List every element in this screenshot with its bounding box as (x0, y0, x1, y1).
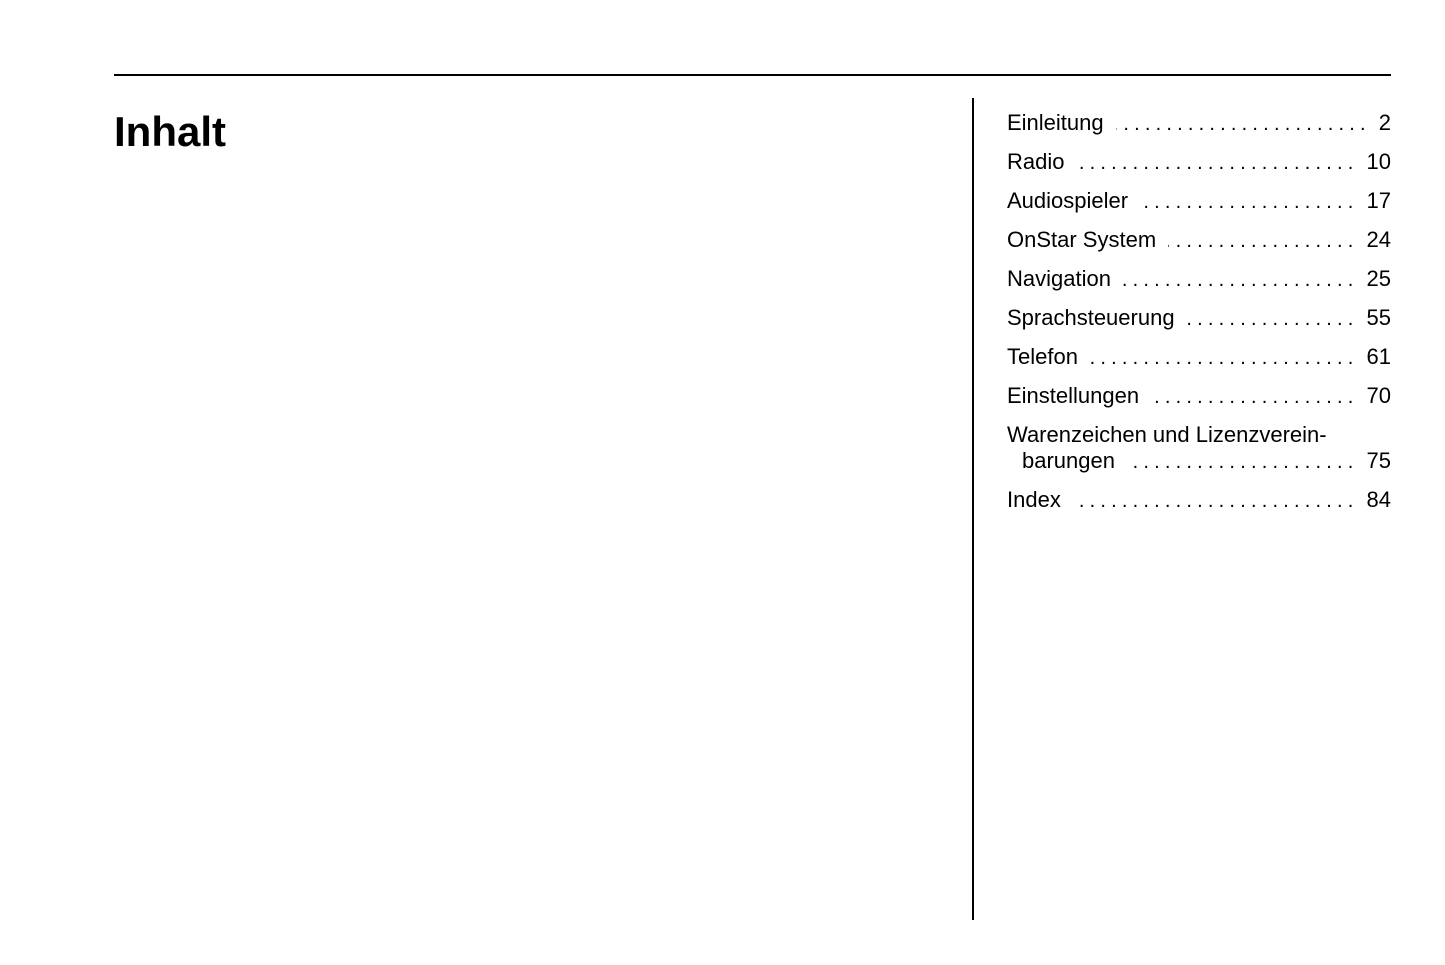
toc-entry-label: Index (1007, 487, 1061, 512)
toc-entry-label: Navigation (1007, 266, 1111, 291)
toc-page-number: 10 (1366, 149, 1391, 174)
dot-leader (1127, 449, 1359, 475)
toc-entry-navigation[interactable] (1007, 266, 1391, 293)
table-of-contents (1007, 110, 1391, 526)
toc-entry-einstellungen[interactable] (1007, 383, 1391, 410)
dot-leader (1151, 384, 1358, 410)
dot-leader (1187, 306, 1359, 332)
toc-entry-label: Einstellungen (1007, 383, 1140, 408)
dot-leader (1168, 228, 1358, 254)
dot-leader (1140, 189, 1358, 215)
toc-page-number: 25 (1366, 266, 1391, 291)
toc-entry-index[interactable] (1007, 487, 1391, 514)
dot-leader (1116, 111, 1371, 137)
toc-entry-telefon[interactable] (1007, 344, 1391, 371)
toc-entry-radio[interactable] (1007, 149, 1391, 176)
dot-leader (1073, 488, 1359, 514)
toc-page-number: 84 (1366, 487, 1391, 512)
toc-entry-warenzeichen[interactable] (1007, 422, 1391, 475)
toc-entry-onstar-system[interactable] (1007, 227, 1391, 254)
toc-entry-audiospieler[interactable] (1007, 188, 1391, 215)
column-divider (972, 98, 974, 920)
toc-entry-sprachsteuerung[interactable] (1007, 305, 1391, 332)
toc-entry-label: Warenzeichen und Lizenzverein- (1007, 422, 1327, 447)
toc-entry-label: Audiospieler (1007, 188, 1129, 213)
toc-entry-label: Sprachsteuerung (1007, 305, 1175, 330)
toc-page-number: 17 (1366, 188, 1391, 213)
toc-page-number: 2 (1378, 110, 1391, 135)
dot-leader (1076, 150, 1358, 176)
toc-page-number: 75 (1366, 448, 1391, 473)
toc-entry-label: Telefon (1007, 344, 1078, 369)
toc-page-number: 24 (1366, 227, 1391, 252)
toc-page-number: 61 (1366, 344, 1391, 369)
header-rule (114, 74, 1391, 76)
dot-leader (1123, 267, 1359, 293)
dot-leader (1090, 345, 1359, 371)
toc-page-number: 55 (1366, 305, 1391, 330)
toc-entry-label: Einleitung (1007, 110, 1104, 135)
page-title: Inhalt (114, 108, 226, 155)
toc-entry-label: Radio (1007, 149, 1065, 174)
toc-page-number: 70 (1366, 383, 1391, 408)
toc-entry-label-continued: barungen (1022, 448, 1115, 473)
toc-entry-label: OnStar System (1007, 227, 1157, 252)
toc-entry-einleitung[interactable] (1007, 110, 1391, 137)
